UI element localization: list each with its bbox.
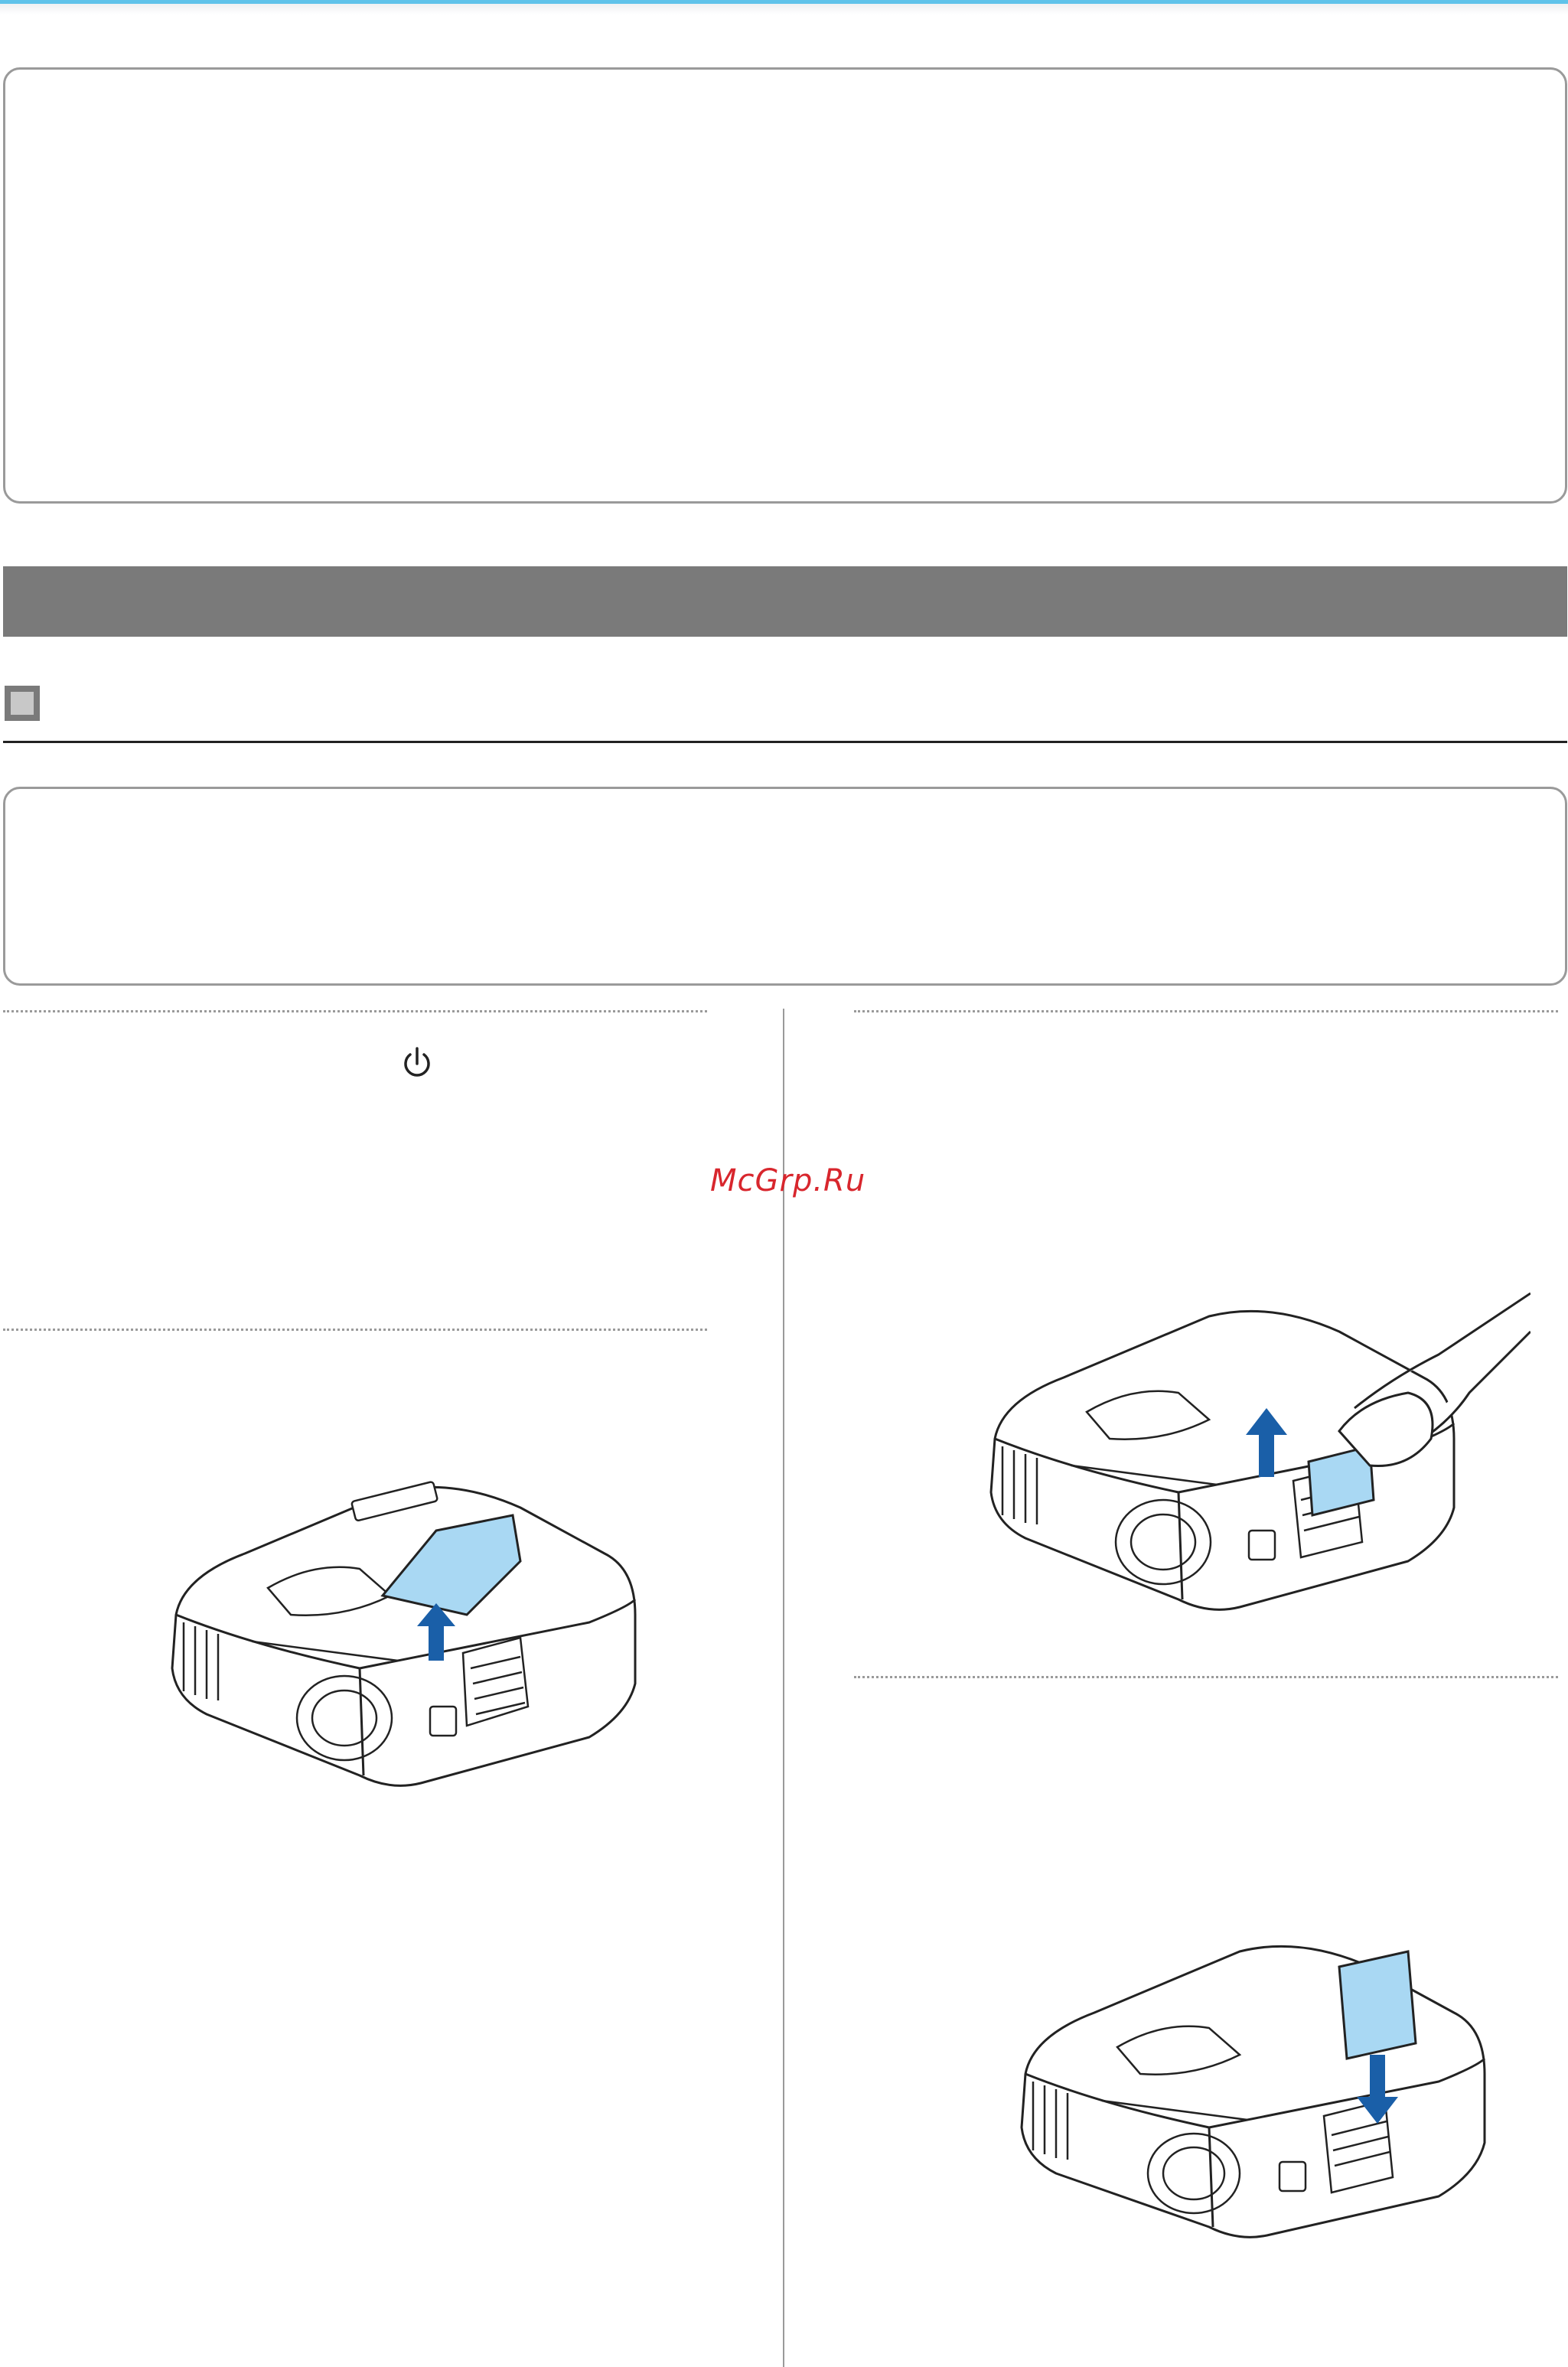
power-icon	[398, 1044, 436, 1082]
step-divider-4	[854, 1676, 1558, 1678]
step-divider-3	[854, 1010, 1558, 1012]
subsection-rule	[3, 741, 1567, 743]
note-box-top	[3, 67, 1567, 504]
projector-illustration-remove-filter	[980, 1286, 1531, 1638]
watermark-text: McGrp.Ru	[710, 1163, 866, 1198]
column-divider	[783, 1009, 784, 2367]
subsection-marker-icon	[5, 686, 40, 721]
header-shadow	[0, 4, 1568, 15]
section-heading-band	[3, 566, 1567, 637]
note-box-middle	[3, 787, 1567, 986]
projector-illustration-insert-filter	[1010, 1921, 1515, 2242]
step-divider-1	[3, 1010, 707, 1012]
step-divider-2	[3, 1329, 707, 1331]
projector-illustration-remove-cover	[161, 1462, 650, 1791]
